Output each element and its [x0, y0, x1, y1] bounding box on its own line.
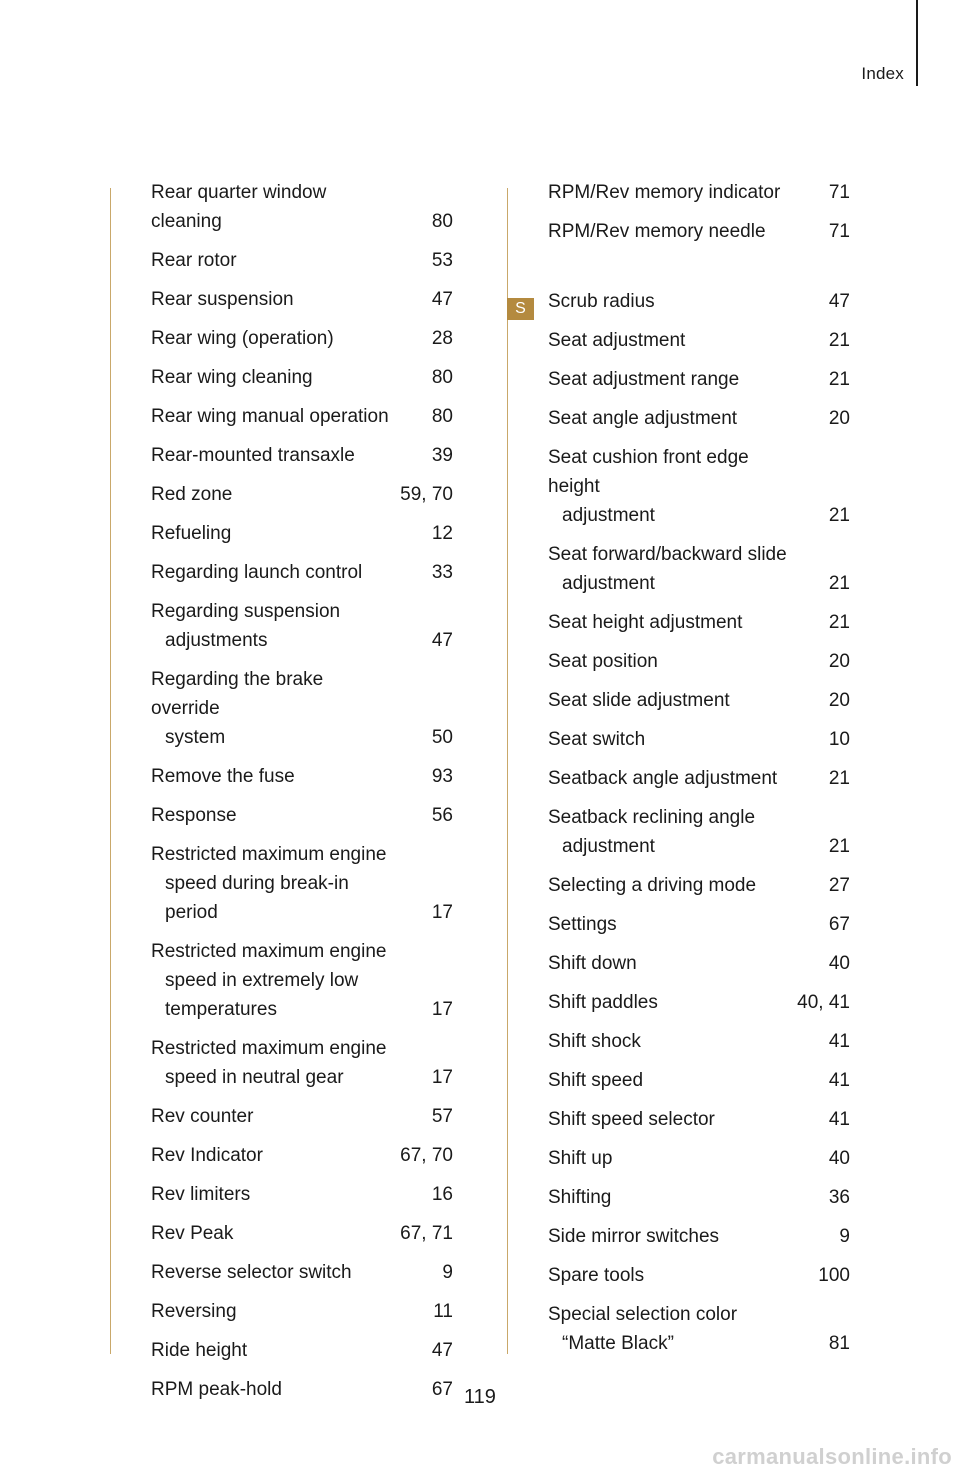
index-entry — [548, 1183, 850, 1212]
section-letter-tab: S — [507, 298, 534, 320]
index-entry-label: Restricted maximum engine — [151, 941, 387, 962]
index-entry-label: Scrub radius — [548, 291, 655, 312]
index-entry-label: Rear rotor — [151, 250, 237, 271]
index-entry — [151, 178, 453, 236]
index-entry-label: Remove the fuse — [151, 766, 295, 787]
index-entry-page: 21 — [828, 573, 850, 594]
index-entry-page: 21 — [828, 505, 850, 526]
index-entry-page: 21 — [828, 836, 850, 857]
index-entry-label: Seat position — [548, 651, 658, 672]
index-entry-page: 47 — [431, 630, 453, 651]
index-entry-label: Seat slide adjustment — [548, 690, 730, 711]
index-entry — [151, 363, 453, 392]
index-entry — [548, 608, 850, 637]
index-entry-page: 12 — [431, 523, 453, 544]
index-entry-label: Spare tools — [548, 1265, 645, 1286]
index-entry-label: Selecting a driving mode — [548, 875, 757, 896]
index-entry-page: 36 — [828, 1187, 850, 1208]
index-group-s — [548, 287, 850, 1358]
index-entry-label: Seatback angle adjustment — [548, 768, 778, 789]
index-entry-page: 27 — [828, 875, 850, 896]
index-entry-label: Seat forward/backward slide — [548, 544, 787, 565]
index-entry — [151, 1180, 453, 1209]
index-entry — [548, 988, 850, 1017]
index-entry-page: 57 — [431, 1106, 453, 1127]
index-entry-page: 21 — [828, 369, 850, 390]
index-entry — [548, 647, 850, 676]
index-entry-label: Rear wing (operation) — [151, 328, 334, 349]
index-entry-page: 59, 70 — [400, 484, 453, 505]
index-entry-label: Seat adjustment — [548, 330, 686, 351]
index-entry-page: 47 — [431, 289, 453, 310]
index-entry-page: 41 — [828, 1109, 850, 1130]
index-entry-page: 17 — [431, 999, 453, 1020]
index-entry-label-continued: adjustments — [165, 630, 268, 651]
index-entry — [151, 246, 453, 275]
index-entry-label: Seat switch — [548, 729, 646, 750]
index-entry — [548, 803, 850, 861]
index-entry-label: Regarding suspension — [151, 601, 341, 622]
index-entry-page: 33 — [431, 562, 453, 583]
index-entry — [151, 558, 453, 587]
index-entry — [151, 1336, 453, 1365]
index-entry-page: 21 — [828, 330, 850, 351]
index-entry-page: 56 — [431, 805, 453, 826]
index-entry-label: Rear wing cleaning — [151, 367, 313, 388]
index-entry-label: RPM/Rev memory needle — [548, 221, 766, 242]
index-entry-label: Seat height adjustment — [548, 612, 743, 633]
index-entry-page: 17 — [431, 1067, 453, 1088]
index-entry-page: 28 — [431, 328, 453, 349]
index-entry-page: 47 — [828, 291, 850, 312]
index-entry-page: 47 — [431, 1340, 453, 1361]
index-entry-label: Shift speed selector — [548, 1109, 715, 1130]
index-entry — [151, 1102, 453, 1131]
index-entry-page: 67, 70 — [400, 1145, 453, 1166]
index-entry-label: Shifting — [548, 1187, 612, 1208]
index-entry-label: Seat adjustment range — [548, 369, 740, 390]
index-entry-page: 11 — [433, 1301, 453, 1322]
index-entry-label: Reverse selector switch — [151, 1262, 352, 1283]
index-entry-page: 80 — [431, 367, 453, 388]
index-entry-label: Shift paddles — [548, 992, 658, 1013]
index-entry — [151, 1297, 453, 1326]
index-entry-label: Shift shock — [548, 1031, 641, 1052]
index-entry-page: 17 — [431, 902, 453, 923]
index-entry-label: Red zone — [151, 484, 233, 505]
index-entry-page: 16 — [431, 1184, 453, 1205]
index-entry — [548, 1222, 850, 1251]
index-entry-page: 40, 41 — [797, 992, 850, 1013]
index-entry-page: 20 — [828, 408, 850, 429]
index-entry-label: Rear suspension — [151, 289, 294, 310]
index-entry-page: 80 — [431, 406, 453, 427]
index-entry-label: Shift speed — [548, 1070, 644, 1091]
index-entry — [151, 1034, 453, 1092]
index-entry-page: 9 — [442, 1262, 453, 1283]
index-entry — [548, 1144, 850, 1173]
index-entry-page: 40 — [828, 953, 850, 974]
index-entry-page: 53 — [431, 250, 453, 271]
index-entry — [548, 910, 850, 939]
index-entry — [151, 801, 453, 830]
index-entry-label: Shift down — [548, 953, 637, 974]
index-entry — [548, 1027, 850, 1056]
index-entry — [548, 217, 850, 246]
index-entry — [151, 937, 453, 1024]
index-entry — [151, 762, 453, 791]
index-entry — [548, 443, 850, 530]
index-entry-page: 81 — [828, 1333, 850, 1354]
index-entry-label-continued: system — [165, 727, 226, 748]
index-entry — [548, 764, 850, 793]
index-entry — [151, 519, 453, 548]
index-group-r-continued — [548, 178, 850, 246]
index-entry — [548, 871, 850, 900]
index-entry — [548, 1300, 850, 1358]
page-header-title: Index — [861, 64, 904, 83]
header-rule — [916, 0, 918, 86]
index-entry-label: Rear wing manual operation — [151, 406, 389, 427]
index-column-right — [548, 178, 850, 1368]
index-entry — [548, 1105, 850, 1134]
index-entry-page: 67, 71 — [400, 1223, 453, 1244]
index-entry-label-continued: temperatures — [165, 999, 277, 1020]
index-entry-page: 20 — [828, 651, 850, 672]
index-entry — [548, 949, 850, 978]
index-entry — [548, 725, 850, 754]
index-entry-label: Special selection color — [548, 1304, 738, 1325]
index-entry-label: Restricted maximum engine — [151, 1038, 387, 1059]
index-entry-label: Regarding launch control — [151, 562, 363, 583]
index-entry-page: 50 — [431, 727, 453, 748]
index-entry-label: RPM peak-hold — [151, 1379, 282, 1400]
index-entry-label: Refueling — [151, 523, 232, 544]
left-column-rule — [110, 188, 111, 1354]
index-entry — [548, 178, 850, 207]
index-entry-label-continued: adjustment — [562, 573, 655, 594]
index-entry — [548, 365, 850, 394]
index-entry-label-continued: adjustment — [562, 505, 655, 526]
index-entry — [151, 665, 453, 752]
index-entry-page: 41 — [828, 1070, 850, 1091]
index-entry — [151, 402, 453, 431]
index-entry — [548, 540, 850, 598]
index-entry — [151, 597, 453, 655]
index-entry-label-continued: speed in neutral gear — [165, 1067, 344, 1088]
index-entry-page: 9 — [839, 1226, 850, 1247]
index-entry — [548, 404, 850, 433]
index-entry — [548, 686, 850, 715]
index-entry-page: 80 — [431, 211, 453, 232]
index-entry-page: 71 — [828, 221, 850, 242]
index-entry — [151, 285, 453, 314]
index-entry-label: Settings — [548, 914, 617, 935]
index-entry-label-continued: speed during break-in period — [165, 873, 349, 923]
index-entry — [548, 1261, 850, 1290]
index-entry-label: Ride height — [151, 1340, 248, 1361]
index-entry-page: 40 — [828, 1148, 850, 1169]
index-entry — [151, 324, 453, 353]
index-entry — [151, 480, 453, 509]
index-entry-label: Rear quarter window cleaning — [151, 182, 327, 232]
index-entry — [548, 287, 850, 316]
index-entry — [151, 1258, 453, 1287]
index-entry-label: Seatback reclining angle — [548, 807, 756, 828]
page-number: 119 — [464, 1386, 496, 1408]
right-column-rule — [507, 188, 508, 1354]
index-entry-label: Rev Peak — [151, 1223, 234, 1244]
index-entry-label: Rev counter — [151, 1106, 254, 1127]
index-entry-page: 93 — [431, 766, 453, 787]
index-entry-label: Rev Indicator — [151, 1145, 263, 1166]
index-entry-label: Response — [151, 805, 237, 826]
index-entry — [151, 840, 453, 927]
index-entry — [151, 441, 453, 470]
index-entry-page: 21 — [828, 612, 850, 633]
index-entry-label: Rev limiters — [151, 1184, 251, 1205]
index-entry-page: 67 — [431, 1379, 453, 1400]
section-gap — [548, 256, 850, 287]
index-entry-page: 20 — [828, 690, 850, 711]
index-entry-page: 71 — [828, 182, 850, 203]
index-entry-label: Side mirror switches — [548, 1226, 720, 1247]
index-entry-page: 39 — [431, 445, 453, 466]
index-entry-page: 41 — [828, 1031, 850, 1052]
index-entry-label: Seat angle adjustment — [548, 408, 738, 429]
index-entry — [151, 1219, 453, 1248]
index-entry-label: Rear-mounted transaxle — [151, 445, 355, 466]
index-entry-label: Restricted maximum engine — [151, 844, 387, 865]
index-column-left — [151, 178, 453, 1414]
index-entry-label: RPM/Rev memory indicator — [548, 182, 781, 203]
index-entry-label-continued: adjustment — [562, 836, 655, 857]
index-entry — [151, 1141, 453, 1170]
index-entry-page: 10 — [828, 729, 850, 750]
index-entry-label: Regarding the brake override — [151, 669, 324, 719]
index-entry — [548, 1066, 850, 1095]
index-entry-page: 67 — [828, 914, 850, 935]
index-entry-page: 21 — [828, 768, 850, 789]
index-entry-label-continued: speed in extremely low — [165, 970, 359, 991]
index-entry-label-continued: “Matte Black” — [562, 1333, 674, 1354]
index-entry-label: Seat cushion front edge height — [548, 447, 749, 497]
index-entry-label: Reversing — [151, 1301, 237, 1322]
watermark-text: carmanualsonline.info — [712, 1444, 952, 1469]
index-entry-page: 100 — [818, 1265, 850, 1286]
index-entry-label: Shift up — [548, 1148, 613, 1169]
index-entry — [548, 326, 850, 355]
